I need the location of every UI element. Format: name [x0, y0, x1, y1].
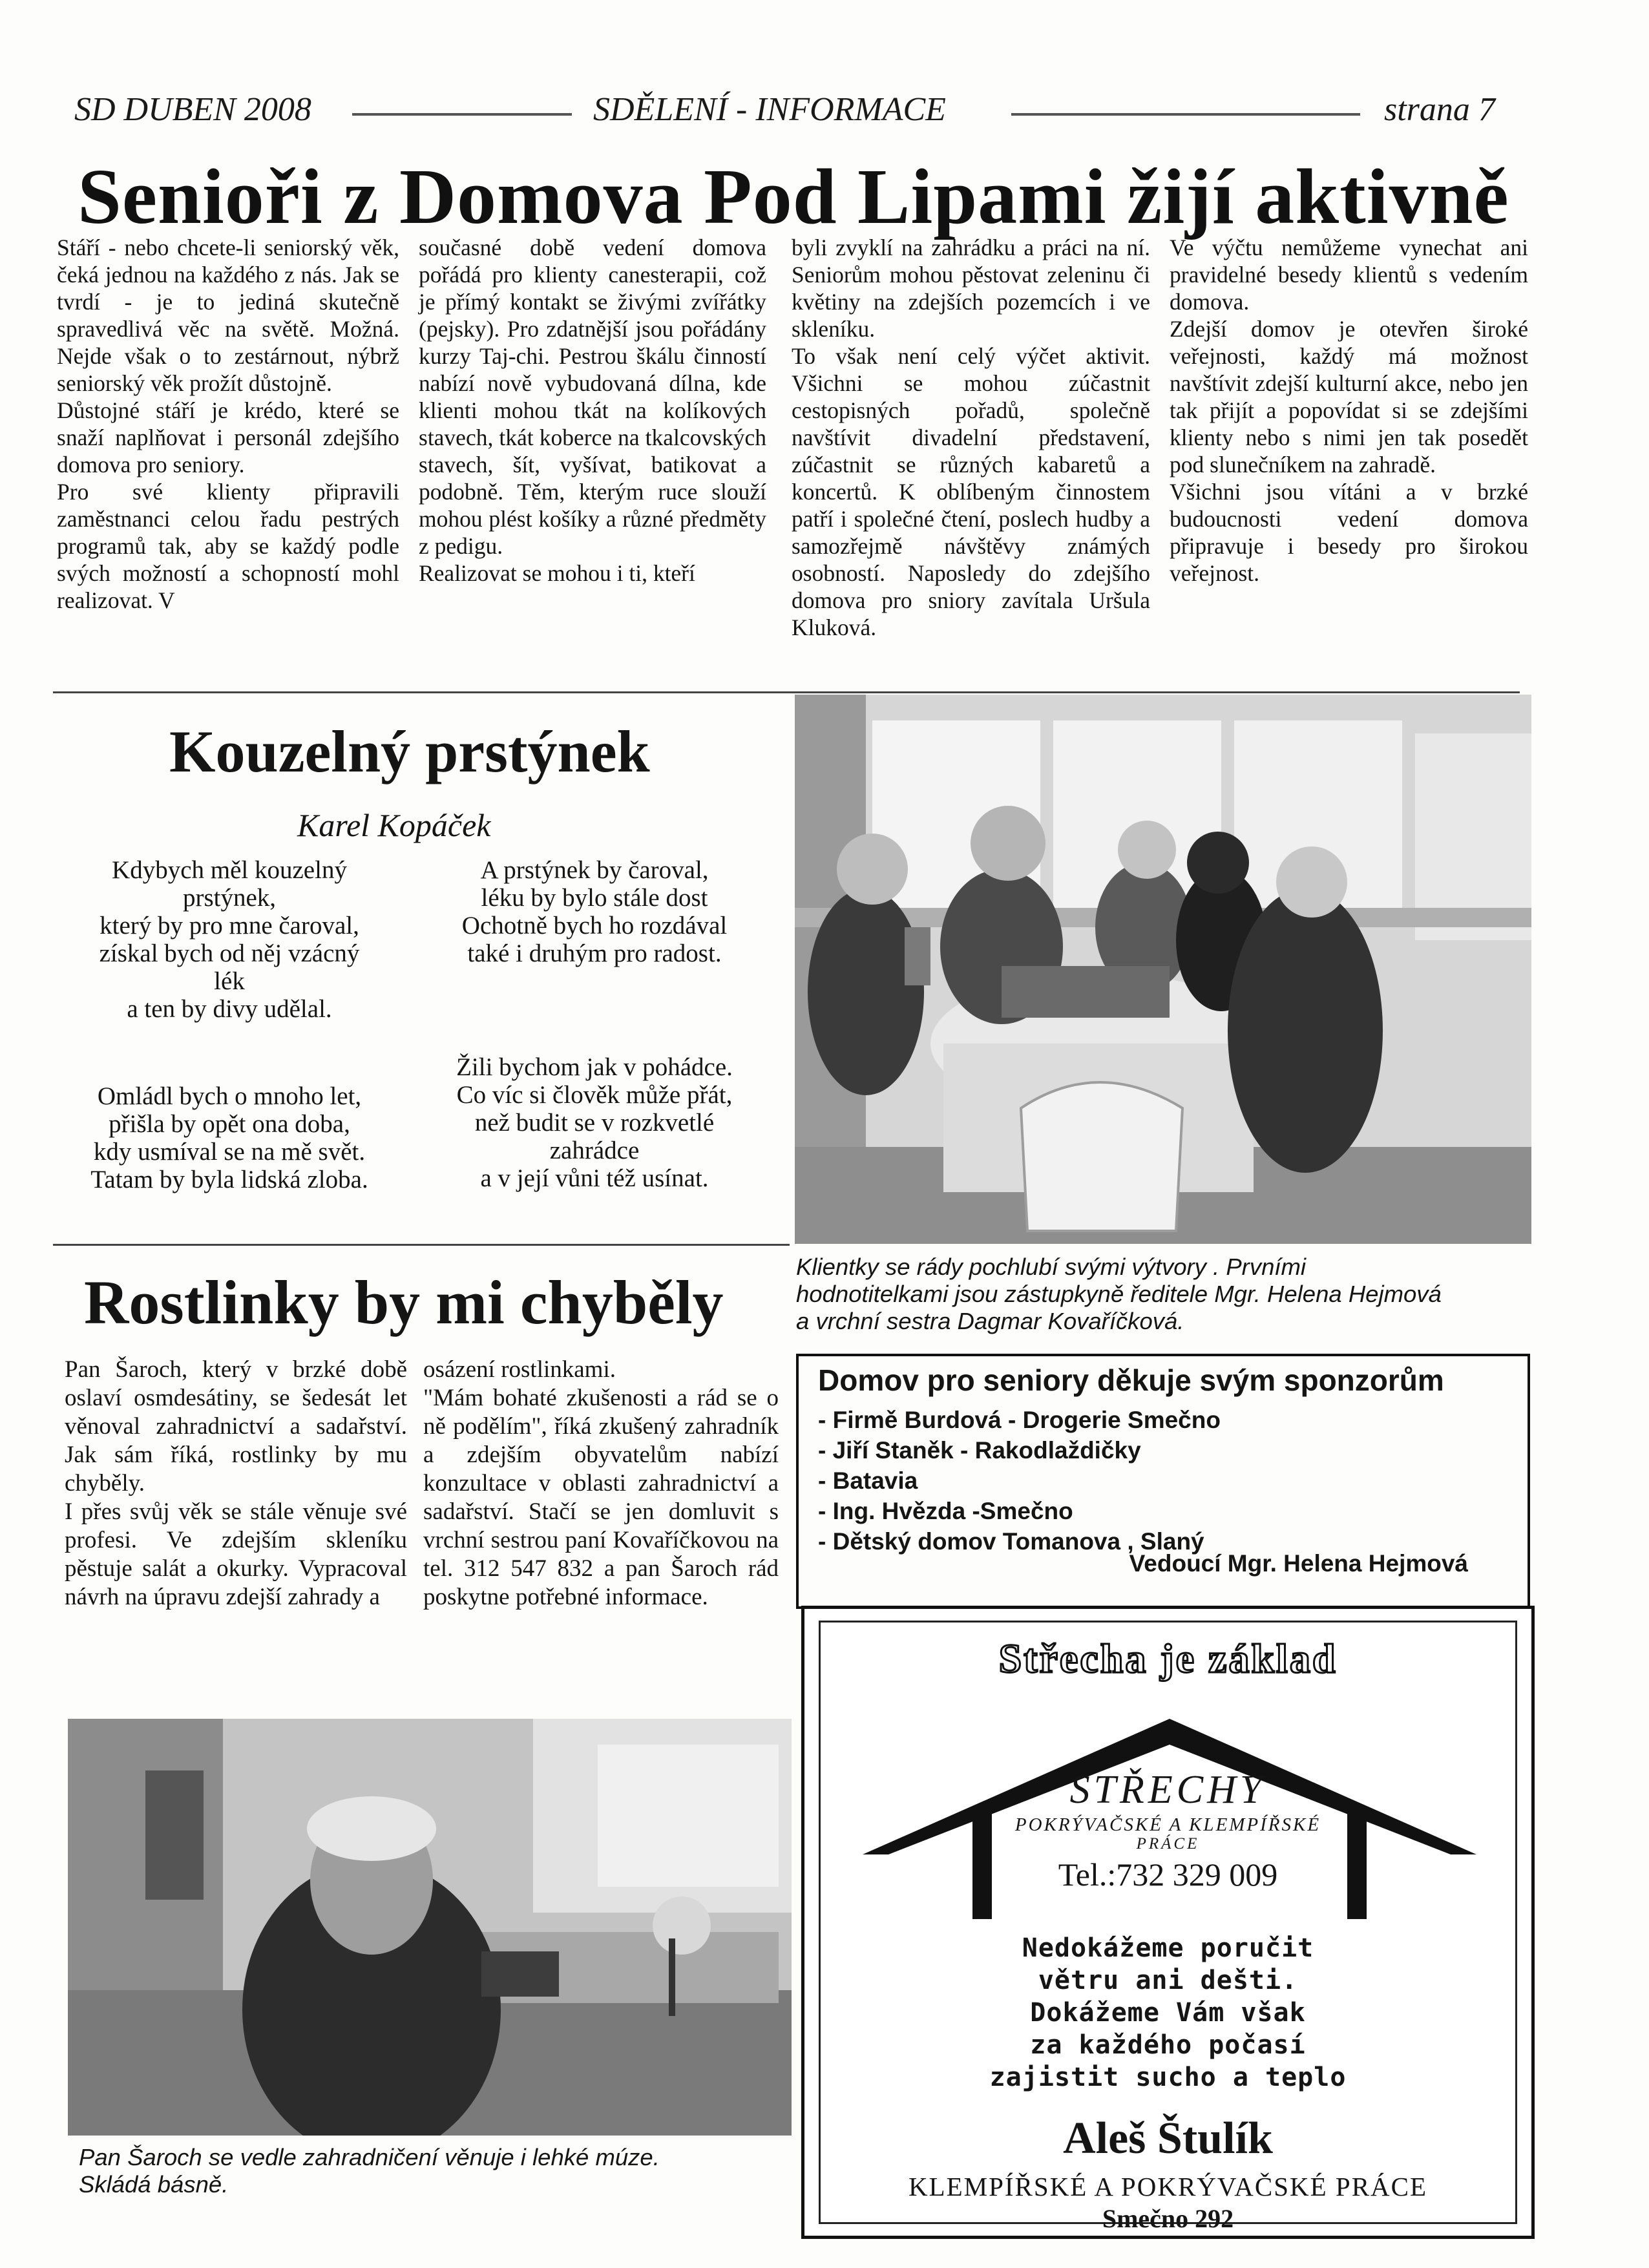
caption-line: Pan Šaroch se vedle zahradničení věnuje i lehké múze. — [79, 2144, 660, 2170]
poem-line: zahrádce — [549, 1137, 640, 1164]
paragraph: Pan Šaroch, který v brzké době oslaví osmdesátiny, se šedesát let věnoval zahradnictví a sadařství. Jak sám říká, rostlinky by mu chyběly. — [65, 1356, 407, 1496]
list-item: - Firmě Burdová - Drogerie Smečno — [818, 1407, 1221, 1433]
sponsors-list — [818, 1405, 1221, 1557]
ad-title: Střecha je základ — [998, 1635, 1338, 1681]
header-rule-right — [1011, 113, 1360, 116]
photo-clients-illustration — [795, 695, 1531, 1244]
paragraph: To však není celý výčet aktivit. Všichni se mohou zúčastnit cestopisných pořadů, společně navštívit divadelní představení, zúčastnit se různých kabaretů a koncertů. K oblíbeným činnostem patří i společné čtení, poslech hudby a samozřejmě návštěvy známých osobností. Naposledy do zdejšího domova pro sniory zavítala Uršula Kluková. — [792, 343, 1150, 640]
poem-stanza-3 — [58, 1082, 401, 1193]
ad-trade: KLEMPÍŘSKÉ A POKRÝVAČSKÉ PRÁCE — [908, 2172, 1428, 2201]
poem-line: Tatam by byla lidská zloba. — [90, 1166, 368, 1193]
poem-stanza-1 — [58, 856, 401, 1023]
ad-phone: Tel.:732 329 009 — [1058, 1856, 1278, 1893]
caption-line: Klientky se rády pochlubí svými výtvory . Prvními — [796, 1254, 1307, 1280]
roofing-advertisement — [801, 1606, 1535, 2239]
slogan-line: zajistit sucho a teplo — [989, 2063, 1347, 2092]
paragraph: Ve výčtu nemůžeme vynechat ani pravidelné besedy klientů s vedením domova. — [1170, 235, 1528, 315]
poem-line: Kdybych měl kouzelný — [112, 856, 347, 884]
section-divider — [53, 691, 1520, 693]
article1-col3 — [792, 234, 1150, 641]
paragraph: byli zvyklí na zahrádku a práci na ní. Seniorům mohou pěstovat zeleninu či květiny na zdejších pozemcích i ve skleníku. — [792, 235, 1150, 342]
poem-line: Žili bychom jak v pohádce. — [456, 1053, 733, 1081]
article1-col4 — [1170, 234, 1528, 587]
caption-line: hodnotitelkami jsou zástupkyně ředitele Mgr. Helena Hejmová — [796, 1281, 1442, 1307]
photo-mr-saroch — [68, 1719, 792, 2136]
sponsors-box — [796, 1354, 1530, 1609]
paragraph: současné době vedení domova pořádá pro klienty canesterapii, což je přímý kontakt se živými zvířátky (pejsky). Pro zdatnější jsou pořádány kurzy Taj-chi. Pestrou škálu činností nabízí nově vybudovaná dílna, kde klienti mohou tkát na kolíkových stavech, tkát koberce na tkalcovských stavech, šít, vyšívat, batikovat a podobně. Těm, kterým ruce slouží mohou plést košíky a různé předměty z pedigu. — [419, 235, 766, 559]
paragraph: Pro své klienty připravili zaměstnanci celou řadu pestrých programů tak, aby se každý podle svých možností a schopností mohl realizovat. V — [57, 479, 399, 613]
ad-place: Smečno 292 — [1102, 2204, 1234, 2233]
list-item: - Jiří Staněk - Rakodlaždičky — [818, 1437, 1141, 1464]
poem-line: přišla by opět ona doba, — [109, 1110, 350, 1138]
poem-line: Ochotně bych ho rozdával — [461, 912, 728, 940]
poem-line: Co víc si člověk může přát, — [456, 1081, 733, 1109]
article1-headline: Senioři z Domova Pod Lipami žijí aktivně — [78, 153, 1509, 240]
photo2-caption — [79, 2144, 790, 2198]
paragraph: Všichni jsou vítáni a v brzké budoucnosti vedení domova připravuje i besedy pro širokou veřejnost. — [1170, 479, 1528, 586]
poem-line: také i druhým pro radost. — [467, 940, 722, 967]
issue-date: SD DUBEN 2008 — [74, 91, 311, 128]
sponsors-title: Domov pro seniory děkuje svým sponzorům — [818, 1363, 1444, 1397]
poem-line: a v její vůni též usínat. — [480, 1164, 709, 1192]
paragraph: Realizovat se mohou i ti, kteří — [419, 560, 695, 586]
poem-line: léku by bylo stále dost — [481, 884, 708, 912]
ad-slogan — [804, 1932, 1531, 2094]
section-divider — [53, 1244, 790, 1246]
poem-stanza-2 — [414, 856, 775, 967]
paragraph: Důstojné stáří je krédo, které se snaží naplňovat i personál zdejšího domova pro seniory. — [57, 397, 399, 478]
article1-col1 — [57, 234, 399, 614]
poem-line: lék — [214, 967, 245, 995]
ad-roof-sub1: POKRÝVAČSKÉ A KLEMPÍŘSKÉ — [1014, 1814, 1321, 1835]
article2-col1 — [65, 1356, 407, 1612]
poem-title: Kouzelný prstýnek — [169, 719, 650, 784]
section-title: SDĚLENÍ - INFORMACE — [593, 91, 946, 128]
photo-saroch-illustration — [68, 1719, 792, 2136]
poem-line: A prstýnek by čaroval, — [480, 856, 709, 884]
slogan-line: za každého počasí — [1030, 2030, 1306, 2060]
paragraph: Zdejší domov je otevřen široké veřejnosti, každý má možnost navštívit zdejší kulturní akce, nebo jen tak přijít a popovídat si se zdejšími klienty nebo s nimi jen tak posedět pod slunečníkem na zahradě. — [1170, 316, 1528, 478]
sponsors-signature: Vedoucí Mgr. Helena Hejmová — [1129, 1550, 1468, 1577]
header-rule-left — [352, 113, 572, 116]
slogan-line: větru ani dešti. — [1038, 1966, 1298, 1995]
photo1-caption — [796, 1254, 1533, 1335]
poem-line: kdy usmíval se na mě svět. — [93, 1138, 366, 1166]
poem-line: Omládl bych o mnoho let, — [97, 1082, 362, 1110]
photo-clients-with-crafts — [795, 695, 1531, 1244]
poem-author: Karel Kopáček — [297, 807, 491, 843]
list-item: - Batavia — [818, 1467, 918, 1494]
list-item: - Dětský domov Tomanova , Slaný — [818, 1528, 1204, 1555]
poem-line: prstýnek, — [182, 884, 277, 912]
caption-line: Skládá básně. — [79, 2171, 229, 2198]
ad-name: Aleš Štulík — [1063, 2114, 1273, 2163]
poem-line: který by pro mne čaroval, — [100, 912, 359, 940]
list-item: - Ing. Hvězda -Smečno — [818, 1498, 1073, 1524]
article1-col2 — [419, 234, 766, 587]
ad-roof-sub2: PRÁCE — [1136, 1835, 1200, 1853]
poem-line: než budit se v rozkvetlé — [474, 1109, 715, 1137]
slogan-line: Nedokážeme poručit — [1022, 1933, 1314, 1963]
paragraph: osázení rostlinkami. — [423, 1356, 616, 1383]
paragraph: "Mám bohaté zkušenosti a rád se o ně podělím", říká zkušený zahradník a zdejším obyvatelům nabízí konzultace v oblasti zahradnictví a sadařství. Stačí se jen domluvit s vrchní sestrou paní Kovaříčkovou na tel. 312 547 832 a pan Šaroch rád poskytne potřebné informace. — [423, 1385, 779, 1610]
caption-line: a vrchní sestra Dagmar Kovaříčková. — [796, 1308, 1184, 1334]
article2-col2 — [423, 1356, 779, 1612]
paragraph: Stáří - nebo chcete-li seniorský věk, čeká jednou na každého z nás. Jak se tvrdí - je to jediná skutečně spravedlivá věc na světě. Možná. Nejde však o to zestárnout, nýbrž seniorský věk prožít důstojně. — [57, 235, 399, 396]
paragraph: I přes svůj věk se stále věnuje své profesi. Ve zdejším skleníku pěstuje salát a okurky. Vypracoval návrh na úpravu zdejší zahrady a — [65, 1498, 407, 1610]
poem-line: získal bych od něj vzácný — [99, 940, 360, 967]
slogan-line: Dokážeme Vám však — [1030, 1998, 1306, 2028]
ad-roof-title: STŘECHY — [1069, 1768, 1266, 1812]
poem-stanza-4 — [414, 1053, 775, 1192]
page-number: strana 7 — [1384, 91, 1495, 128]
poem-line: a ten by divy udělal. — [127, 995, 332, 1023]
article2-headline: Rostlinky by mi chyběly — [84, 1268, 724, 1337]
